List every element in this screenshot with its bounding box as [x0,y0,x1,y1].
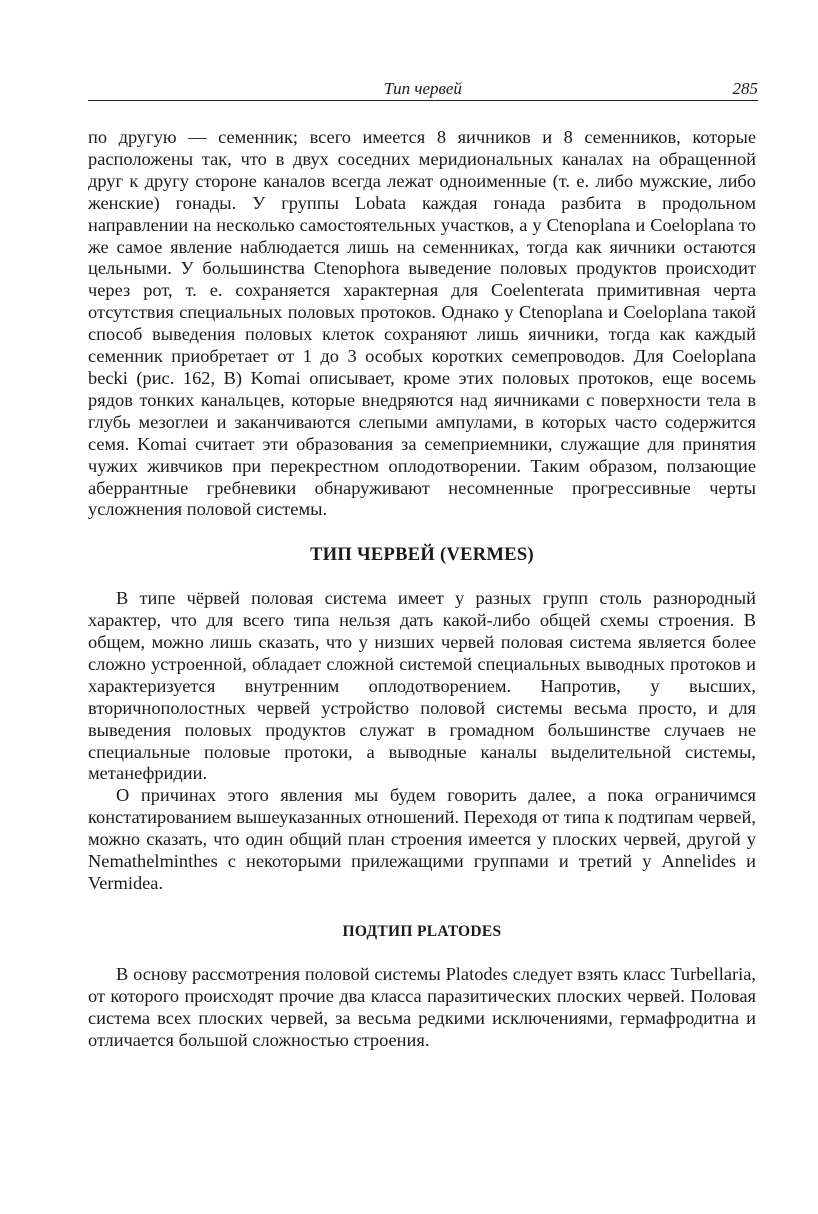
section-heading-vermes: ТИП ЧЕРВЕЙ (VERMES) [310,545,534,566]
running-header [88,78,758,101]
subsection-heading-platodes: ПОДТИП PLATODES [342,922,502,940]
paragraph-platodes-intro: В основу рассмотрения половой системы Platodes следует взять класс Turbellaria, от которого происходят прочие два класса паразитических плоских червей. Половая система всех плоских червей, за весьма редкими исключениями, гермафродитна и отличается большой сложностью строения. [88,963,756,1050]
paragraph-vermes-intro: В типе чёрвей половая система имеет у разных групп столь разнородный характер, что для всего типа нельзя дать какой-либо общей схемы строения. В общем, можно лишь сказать, что у низших червей половая система является более сложно устроенной, обладает сложной системой специальных выводных протоков и характеризуется внутренним оплодотворением. Напротив, у высших, вторичнополостных червей устройство половой системы весьма просто, и для выведения половых продуктов служат в громадном большинстве случаев не специальные половые протоки, а выводные каналы выделительной системы, метанефридии. [88,588,756,784]
running-title: Тип червей [384,79,462,98]
paragraph-vermes-plans: О причинах этого явления мы будем говорить далее, а пока ограничимся констатированием вышеуказанных отношений. Переходя от типа к подтипам червей, можно сказать, что один общий план строения имеется у плоских червей, другой у Nemathelminthes с некоторыми прилежащими группами и третий у Annelides и Vermidea. [88,785,756,893]
page-body [88,127,756,1051]
paragraph-ctenophora-gonads: по другую — семенник; всего имеется 8 яичников и 8 семенников, которые расположены так, что в двух соседних меридиональных каналах на обращенной друг к другу стороне каналов всегда лежат одноименные (т. е. либо мужские, либо женские) гонады. У группы Lobata каждая гонада разбита в продольном направлении на несколько самостоятельных участков, а у Ctenoplana и Coeloplana то же самое явление наблюдается лишь на семенниках, тогда как яичники остаются цельными. У большинства Ctenophora выведение половых продуктов происходит через рот, т. е. сохраняется характерная для Coelenterata примитивная черта отсутствия специальных половых протоков. Однако у Ctenoplana и Coeloplana такой способ выведения половых клеток сохраняют лишь яичники, тогда как каждый семенник приобретает от 1 до 3 особых коротких семепроводов. Для Coeloplana becki (рис. 162, B) Komai описывает, кроме этих половых протоков, еще восемь рядов тонких канальцев, которые внедряются над яичниками с поверхности тела в глубь мезоглеи и заканчиваются слепыми ампулами, в которых часто содержится семя. Komai считает эти образования за семеприемники, служащие для принятия чужих живчиков при перекрестном оплодотворении. Таким образом, ползающие аберрантные гребневики обнаруживают несомненные прогрессивные черты усложнения половой системы. [88,127,756,520]
page-number: 285 [732,79,758,98]
